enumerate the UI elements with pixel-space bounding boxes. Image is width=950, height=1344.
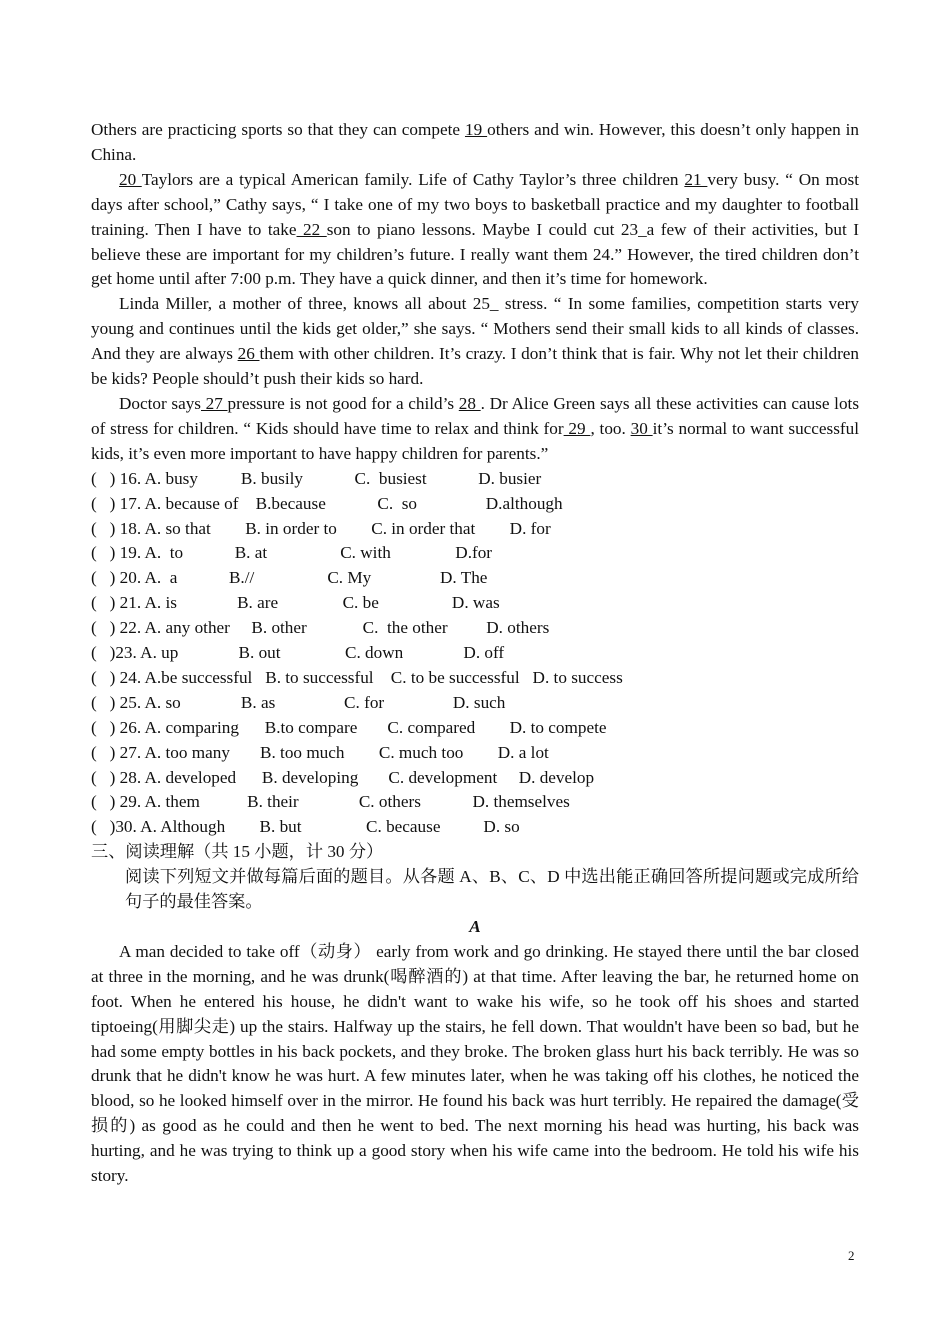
blank-22: 22	[296, 219, 327, 239]
blank-28: 28	[458, 393, 481, 413]
text-run: Taylors are a typical American family. Life of Cathy Taylor’s three children	[141, 169, 685, 189]
option-row-16: ( ) 16. A. busy B. busily C. busiest D. busier	[91, 468, 542, 488]
cloze-paragraph-3	[91, 292, 859, 392]
section-heading: 三、阅读理解（共 15 小题，计 30 分）	[91, 842, 384, 862]
option-row-18: ( ) 18. A. so that B. in order to C. in order that D. for	[91, 518, 551, 538]
document-page	[91, 118, 859, 1189]
blank-30: 30	[630, 418, 653, 438]
text-run: son to piano lessons. Maybe I could cut 23_a few of their activities, but I believe these are important for my children’s future. I really want them 24.” However, the tired children don’t get home until after 7:00 p.m. They have a quick dinner, and then it’s time for homework.	[91, 219, 859, 289]
options-list	[91, 467, 859, 841]
section-instruction: 阅读下列短文并做每篇后面的题目。从各题 A、B、C、D 中选出能正确回答所提问题或完成所给句子的最佳答案。	[125, 867, 859, 912]
cloze-paragraph-4	[91, 392, 859, 467]
page-number: 2	[848, 1248, 855, 1263]
option-row-21: ( ) 21. A. is B. are C. be D. was	[91, 593, 500, 613]
text-run: others and win. However, this doesn’t only happen in China.	[91, 120, 859, 164]
option-row-22: ( ) 22. A. any other B. other C. the other D. others	[91, 618, 550, 638]
blank-29: 29	[563, 418, 591, 438]
blank-21: 21	[684, 169, 708, 189]
blank-26: 26	[237, 344, 260, 364]
option-row-20: ( ) 20. A. a B.// C. My D. The	[91, 568, 488, 588]
reading-passage-a: A man decided to take off（动身） early from work and go drinking. He stayed there until the bar closed at three in the morning, and he was drunk(喝醉酒的) at that time. After leaving the bar, he returned home on foot. When he entered his house, he didn't want to wake his wife, so he took off his shoes and started tiptoeing(用脚尖走) up the stairs. Halfway up the stairs, he fell down. That wouldn't have been so bad, but he had some empty bottles in his back pockets, and they broke. The broken glass hurt his back terribly. He was so drunk that he didn't know he was hurt. A few minutes later, when he was taking off his clothes, he noticed the blood, so he looked himself over in the mirror. He found his back was hurt terribly. He repaired the damage(受损的) as good as he could and then he went to bed. The next morning his head was hurting, his back was hurting, and he was trying to think up a good story when his wife came into the bedroom. He told his wife his story.	[91, 941, 859, 1186]
text-run: , too.	[590, 418, 631, 438]
option-row-25: ( ) 25. A. so B. as C. for D. such	[91, 692, 506, 712]
blank-19: 19	[464, 120, 488, 139]
text-run: Doctor says	[119, 393, 201, 413]
option-row-19: ( ) 19. A. to B. at C. with D.for	[91, 543, 493, 563]
text-run: pressure is not good for a child’s	[227, 393, 459, 413]
option-row-29: ( ) 29. A. them B. their C. others D. themselves	[91, 792, 570, 812]
option-row-26: ( ) 26. A. comparing B.to compare C. compared D. to compete	[91, 717, 607, 737]
text-run: . Dr Alice Green says all these activities can cause lots of stress for children. “ Kids should have time to relax and think for	[91, 393, 860, 438]
blank-27: 27	[201, 393, 228, 413]
cloze-paragraph-1	[91, 118, 859, 168]
text-run: it’s normal to want successful kids, it’s even more important to have happy children for parents.”	[91, 418, 860, 463]
option-row-17: ( ) 17. A. because of B.because C. so D.although	[91, 493, 563, 513]
text-run: Linda Miller, a mother of three, knows all about 25_ stress. “ In some families, competition starts very young and continues until the kids get older,” she says. “ Mothers send their small kids to all kinds of classes. And they are always	[91, 294, 859, 364]
cloze-paragraph-2	[91, 168, 859, 293]
option-row-30: ( )30. A. Although B. but C. because D. so	[91, 817, 520, 837]
passage-title: A	[469, 917, 481, 936]
option-row-24: ( ) 24. A.be successful B. to successful C. to be successful D. to success	[91, 667, 623, 687]
option-row-23: ( )23. A. up B. out C. down D. off	[91, 643, 505, 663]
option-row-28: ( ) 28. A. developed B. developing C. development D. develop	[91, 767, 595, 787]
text-run: them with other children. It’s crazy. I don’t think that is fair. Why not let their children be kids? People should’t push their kids so hard.	[91, 344, 860, 389]
text-run: Others are practicing sports so that they can compete	[91, 120, 465, 139]
text-run: very busy. “ On most days after school,” Cathy says, “ I take one of my two boys to basketball practice and my daughter to football training. Then I have to take	[91, 169, 859, 239]
blank-20: 20	[119, 169, 142, 189]
option-row-27: ( ) 27. A. too many B. too much C. much too D. a lot	[91, 742, 549, 762]
